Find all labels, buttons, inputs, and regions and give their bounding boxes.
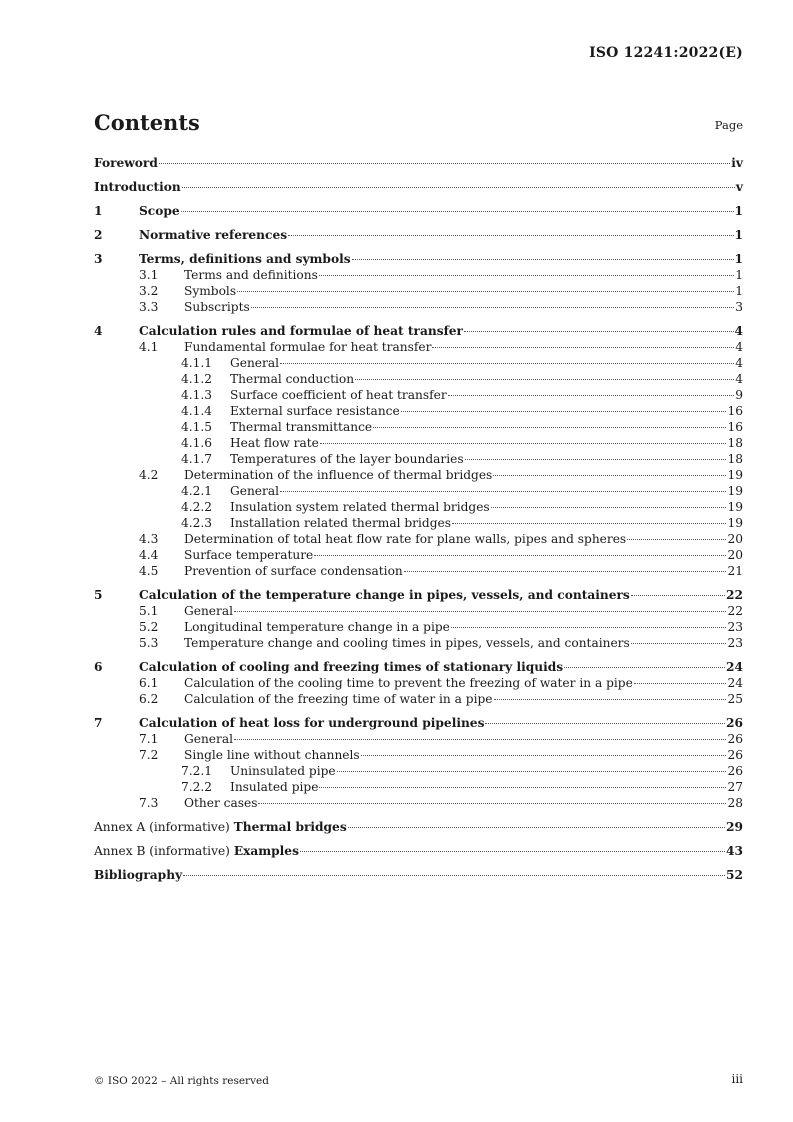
toc-entry[interactable] [94,547,743,563]
dot-leader [352,259,734,260]
toc-entry-title: Calculation of heat loss for underground pipelines [139,716,485,730]
toc-entry-title: Terms and definitions [184,268,318,282]
toc-entry[interactable] [94,747,743,763]
toc-entry[interactable] [94,691,743,707]
toc-entry[interactable] [94,531,743,547]
toc-entry-page: 26 [727,748,743,762]
toc-entry-title [94,819,347,835]
toc-entry-page: 26 [726,716,743,730]
toc-entry-title: Longitudinal temperature change in a pipe [184,620,450,634]
toc-entry-page: 20 [727,532,743,546]
toc-entry-number: 5 [94,588,103,602]
toc-entry[interactable] [94,867,743,883]
toc-entry-number: 4.1.6 [181,436,213,450]
dot-leader [288,235,733,236]
toc-entry[interactable] [94,795,743,811]
dot-leader [404,571,727,572]
toc-entry-page: 22 [727,604,743,618]
toc-entry-page: 16 [727,404,743,418]
toc-entry-page: 27 [727,780,743,794]
toc-entry-page: 21 [727,564,743,578]
toc-entry-title: Subscripts [184,300,250,314]
toc-entry[interactable] [94,355,743,371]
toc-entry-number: 4.1.2 [181,372,213,386]
dot-leader [319,275,734,276]
toc-entry-title: Calculation of the temperature change in pipes, vessels, and containers [139,588,630,602]
toc-entry[interactable] [94,203,743,219]
dot-leader [493,475,726,476]
toc-entry-title: Single line without channels [184,748,360,762]
toc-entry[interactable] [94,731,743,747]
toc-entry[interactable] [94,563,743,579]
dot-leader [564,667,725,668]
toc-entry[interactable] [94,499,743,515]
toc-entry-page: 3 [735,300,743,314]
toc-entry-page: 4 [735,356,743,370]
toc-entry[interactable] [94,515,743,531]
dot-leader [300,851,725,852]
toc-entry-page: 16 [727,420,743,434]
dot-leader [280,363,734,364]
toc-entry-title: Installation related thermal bridges [230,516,451,530]
toc-entry[interactable] [94,763,743,779]
dot-leader [464,331,734,332]
dot-leader [181,211,734,212]
toc-entry-page: 1 [735,284,743,298]
toc-entry-title: General [230,356,279,370]
toc-entry-page: 23 [727,620,743,634]
toc-entry[interactable] [94,635,743,651]
toc-entry[interactable] [94,619,743,635]
dot-leader [631,643,727,644]
dot-leader [337,771,727,772]
page-title: Contents [94,110,200,135]
toc-entry-page: v [735,180,743,194]
toc-entry-prefix: Annex B (informative) [94,844,234,858]
dot-leader [355,379,734,380]
toc-entry-page: 19 [727,516,743,530]
toc-entry-page: 1 [734,204,743,218]
toc-entry-title: External surface resistance [230,404,400,418]
toc-entry-number: 7.2 [139,748,159,762]
page-number: iii [731,1072,743,1086]
toc-entry-title: Surface coefficient of heat transfer [230,388,447,402]
toc-entry-number: 4.1.4 [181,404,213,418]
toc-entry-page: 23 [727,636,743,650]
toc-entry-number: 6.1 [139,676,159,690]
toc-entry-title: Fundamental formulae for heat transfer [184,340,432,354]
toc-entry-page: 1 [734,252,743,266]
toc-entry-title: Surface temperature [184,548,314,562]
dot-leader [319,787,726,788]
toc-entry-number: 4.1.7 [181,452,213,466]
toc-entry-page: 28 [727,796,743,810]
toc-entry[interactable] [94,779,743,795]
toc-entry-page: 24 [726,660,743,674]
toc-entry-title: General [184,732,233,746]
toc-entry-title: Determination of total heat flow rate for plane walls, pipes and spheres [184,532,627,546]
toc-entry-number: 4.5 [139,564,159,578]
dot-leader [485,723,725,724]
document-id: ISO 12241:2022(E) [589,45,743,61]
dot-leader [237,291,734,292]
toc-entry-page: 19 [727,500,743,514]
toc-entry-page: 26 [727,764,743,778]
toc-entry-title: Heat flow rate [230,436,319,450]
copyright-notice: © ISO 2022 – All rights reserved [94,1075,269,1087]
toc-entry-title: Terms, definitions and symbols [139,252,351,266]
page-column-label: Page [714,118,743,132]
dot-leader [182,187,735,188]
dot-leader [373,427,726,428]
toc-entry-page: 25 [727,692,743,706]
toc-entry-number: 5.2 [139,620,159,634]
toc-entry-number: 4.3 [139,532,159,546]
toc-entry-page: 26 [727,732,743,746]
toc-entry-page: 20 [727,548,743,562]
toc-entry-title: Introduction [94,180,181,194]
toc-entry-number: 7.3 [139,796,159,810]
toc-entry-page: 9 [735,388,743,402]
toc-entry-number: 3.2 [139,284,159,298]
toc-entry[interactable] [94,451,743,467]
toc-entry-title: Calculation rules and formulae of heat transfer [139,324,463,338]
toc-entry-title: Thermal conduction [230,372,355,386]
toc-entry-number: 4.2.1 [181,484,213,498]
toc-entry[interactable] [94,483,743,499]
toc-entry[interactable] [94,675,743,691]
table-of-contents [94,155,743,883]
toc-entry[interactable] [94,267,743,283]
toc-entry-number: 6 [94,660,103,674]
toc-entry-title: Scope [139,204,180,218]
toc-entry[interactable] [94,387,743,403]
dot-leader [251,307,734,308]
toc-entry-page: 19 [727,484,743,498]
toc-entry-number: 3.1 [139,268,159,282]
dot-leader [348,827,725,828]
toc-entry-title: Insulated pipe [230,780,319,794]
dot-leader [451,627,727,628]
toc-entry-page: 18 [727,452,743,466]
toc-entry-number: 4.2.2 [181,500,213,514]
toc-entry-number: 1 [94,204,103,218]
toc-entry-number: 7.2.1 [181,764,213,778]
toc-entry-number: 7.1 [139,732,159,746]
toc-entry[interactable] [94,603,743,619]
dot-leader [314,555,726,556]
toc-entry-number: 7.2.2 [181,780,213,794]
toc-entry[interactable] [94,659,743,675]
toc-entry[interactable] [94,371,743,387]
toc-entry-title: Prevention of surface condensation [184,564,403,578]
toc-entry[interactable] [94,403,743,419]
dot-leader [627,539,726,540]
toc-entry[interactable] [94,715,743,731]
toc-entry[interactable] [94,819,743,835]
toc-entry[interactable] [94,251,743,267]
toc-entry-number: 4.4 [139,548,159,562]
toc-entry-page: 22 [726,588,743,602]
dot-leader [183,875,725,876]
toc-entry-title-text: Thermal bridges [233,820,347,834]
toc-entry-title [94,843,299,859]
toc-entry-title: Symbols [184,284,237,298]
toc-entry-page: 1 [734,228,743,242]
toc-entry-title: Insulation system related thermal bridges [230,500,490,514]
toc-entry-title: General [184,604,233,618]
dot-leader [159,163,730,164]
toc-entry[interactable] [94,299,743,315]
toc-entry-page: 4 [735,340,743,354]
dot-leader [448,395,735,396]
toc-entry-number: 3.3 [139,300,159,314]
toc-entry-page: 18 [727,436,743,450]
toc-entry-number: 4.2.3 [181,516,213,530]
toc-entry-number: 4.2 [139,468,159,482]
toc-entry[interactable] [94,467,743,483]
toc-entry-title: Other cases [184,796,258,810]
toc-entry[interactable] [94,227,743,243]
toc-entry[interactable] [94,843,743,859]
toc-entry-page: 1 [735,268,743,282]
toc-entry-number: 5.1 [139,604,159,618]
dot-leader [234,739,726,740]
toc-entry-number: 4.1.1 [181,356,213,370]
toc-entry-title: Temperatures of the layer boundaries [230,452,464,466]
toc-entry-title: Calculation of cooling and freezing times of stationary liquids [139,660,564,674]
toc-entry-page: 4 [734,324,743,338]
dot-leader [452,523,727,524]
toc-entry-number: 4 [94,324,103,338]
toc-entry[interactable] [94,587,743,603]
toc-entry-page: iv [731,156,743,170]
toc-entry-title: Foreword [94,156,158,170]
toc-entry-number: 6.2 [139,692,159,706]
toc-entry-page: 24 [727,676,743,690]
dot-leader [465,459,727,460]
toc-entry-number: 3 [94,252,103,266]
dot-leader [320,443,727,444]
dot-leader [494,699,727,700]
toc-entry[interactable] [94,283,743,299]
toc-entry-title: Determination of the influence of thermal bridges [184,468,493,482]
toc-entry-title: Calculation of the cooling time to prevent the freezing of water in a pipe [184,676,633,690]
toc-entry-page: 19 [727,468,743,482]
toc-entry-title: Thermal transmittance [230,420,373,434]
toc-entry[interactable] [94,155,743,171]
toc-entry-number: 4.1.3 [181,388,213,402]
dot-leader [631,595,725,596]
toc-entry-page: 29 [726,820,743,834]
toc-entry-title: Calculation of the freezing time of water in a pipe [184,692,493,706]
toc-entry-title: Temperature change and cooling times in pipes, vessels, and containers [184,636,630,650]
toc-entry-number: 4.1 [139,340,159,354]
toc-entry-page: 43 [726,844,743,858]
toc-entry[interactable] [94,435,743,451]
dot-leader [491,507,727,508]
dot-leader [361,755,727,756]
toc-entry-title-text: Examples [233,844,299,858]
toc-entry-title: General [230,484,279,498]
toc-entry[interactable] [94,339,743,355]
dot-leader [234,611,726,612]
toc-entry[interactable] [94,179,743,195]
toc-entry-page: 52 [726,868,743,882]
toc-entry[interactable] [94,419,743,435]
toc-entry-number: 2 [94,228,103,242]
dot-leader [634,683,727,684]
dot-leader [280,491,726,492]
toc-entry-number: 4.1.5 [181,420,213,434]
dot-leader [401,411,727,412]
toc-entry-number: 5.3 [139,636,159,650]
toc-entry-title: Uninsulated pipe [230,764,336,778]
toc-entry-title: Normative references [139,228,288,242]
dot-leader [432,347,734,348]
toc-entry-prefix: Annex A (informative) [94,820,234,834]
toc-entry-page: 4 [735,372,743,386]
toc-entry-number: 7 [94,716,103,730]
toc-entry-title: Bibliography [94,868,183,882]
dot-leader [258,803,726,804]
toc-entry[interactable] [94,323,743,339]
